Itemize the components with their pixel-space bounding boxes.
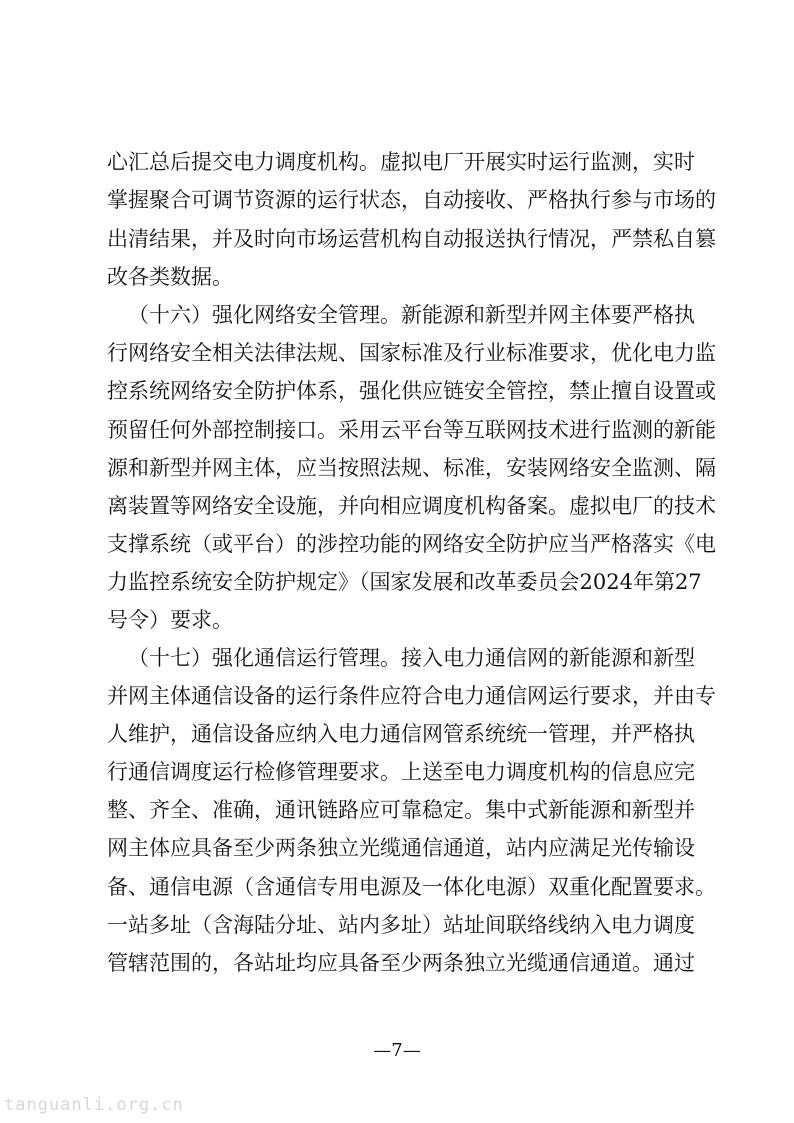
text-line: 预留任何外部控制接口。采用云平台等互联网技术进行监测的新能 (107, 418, 716, 442)
text-line: 控系统网络安全防护体系，强化供应链安全管控，禁止擅自设置或 (107, 379, 716, 403)
text-line: 源和新型并网主体，应当按照法规、标准，安装网络安全监测、隔 (107, 456, 716, 480)
page-number: —7— (373, 1040, 421, 1061)
text-line: 掌握聚合可调节资源的运行状态，自动接收、严格执行参与市场的 (107, 188, 716, 212)
text-line: 行通信调度运行检修管理要求。上送至电力调度机构的信息应完 (107, 760, 695, 784)
text-line: 离装置等网络安全设施，并向相应调度机构备案。虚拟电厂的技术 (107, 494, 716, 518)
text-line: 一站多址（含海陆分址、站内多址）站址间联络线纳入电力调度 (107, 913, 695, 937)
watermark: tanguanli.org.cn (4, 1095, 184, 1115)
text-line: 心汇总后提交电力调度机构。虚拟电厂开展实时运行监测，实时 (107, 150, 695, 174)
text-line: 人维护，通信设备应纳入电力通信网管系统统一管理，并严格执 (107, 722, 695, 746)
text-line: 改各类数据。 (107, 265, 233, 289)
text-line: 备、通信电源（含通信专用电源及一体化电源）双重化配置要求。 (107, 875, 716, 899)
text-line: 网主体应具备至少两条独立光缆通信通道，站内应满足光传输设 (107, 836, 695, 860)
text-line: 整、齐全、准确，通讯链路应可靠稳定。集中式新能源和新型并 (107, 798, 695, 822)
paragraph-heading-line: （十七）强化通信运行管理。接入电力通信网的新能源和新型 (128, 646, 695, 670)
text-line: 力监控系统安全防护规定》（国家发展和改革委员会2024年第27 (107, 570, 702, 594)
text-line: 管辖范围的，各站址均应具备至少两条独立光缆通信通道。通过 (107, 951, 695, 975)
text-line: 行网络安全相关法律法规、国家标准及行业标准要求，优化电力监 (107, 341, 716, 365)
text-line: 出清结果，并及时向市场运营机构自动报送执行情况，严禁私自篡 (107, 227, 716, 251)
text-line: 支撑系统（或平台）的涉控功能的网络安全防护应当严格落实《电 (107, 532, 716, 556)
paragraph-heading-line: （十六）强化网络安全管理。新能源和新型并网主体要严格执 (128, 303, 695, 327)
text-line: 号令）要求。 (107, 608, 233, 632)
text-line: 并网主体通信设备的运行条件应符合电力通信网运行要求，并由专 (107, 684, 716, 708)
